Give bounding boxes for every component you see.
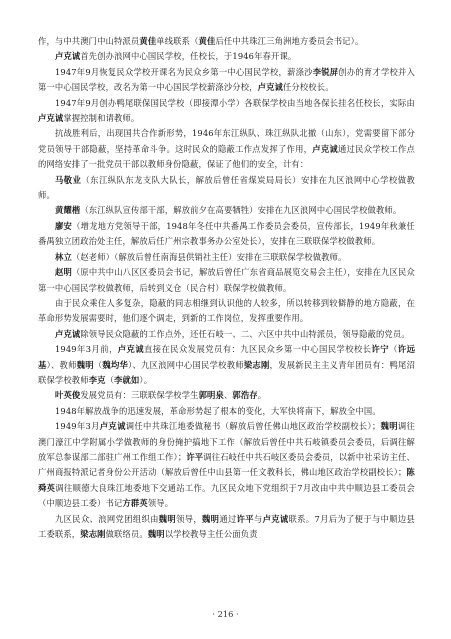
emphasized-name: 卢克诚 [262,513,289,524]
emphasized-name: 魏明 [76,359,94,370]
paragraph [38,265,415,296]
paragraph [38,173,415,204]
text-run: 做联络员。 [105,529,148,539]
emphasized-name: 陈舜英 [38,467,415,493]
text-run: （ [93,359,103,370]
paragraph [38,65,415,96]
text-run: 掌握控制和请教师。 [63,113,140,124]
emphasized-name: 赵明 [55,267,72,278]
emphasized-name: 卢克诚 [99,421,126,432]
text-run: （ [105,374,115,385]
emphasized-name: 黄佳 [139,36,157,46]
text-run: 调往澳门濠江中学附属小学做教师的身份掩护搞地下工作（解放后曾任中共石岐镇委员会委员，后调往解放军总参谋部二部驻广州工作组工作）； [38,421,415,462]
paragraph [38,49,415,64]
emphasized-name: 黄佳 [198,36,216,46]
text-run: 创办的育才学校并入第一中心国民学校，改名为第一中心国民学校薪涤沙分校， [38,66,416,93]
text-run: （增龙地方党领导干部，1948年冬任中共番禺工作委员会委员，宣传部长，1949年秋兼任番禺独立团政治处主任，解放后任广州宗教事务办公室处长），安排在三联联保学校做教师。 [38,220,415,247]
paragraph [38,512,415,543]
emphasized-name: 卢克诚 [55,51,81,62]
emphasized-name: 李就如 [114,374,140,385]
emphasized-name: 魏明 [158,513,177,524]
text-run: 与 [253,513,263,524]
text-run: 以学校教导主任公面负责 [164,529,258,539]
emphasized-name: 卢克诚 [312,143,338,154]
text-run: （东江纵队宣传部干部，解放前夕在高要牺牲）安排在九区浪网中心国民学校做教师。 [80,205,402,216]
text-run: （ [389,344,398,355]
emphasized-name: 廖安 [55,220,73,231]
text-run: 九区民众、浪网党团组织由 [55,513,159,524]
emphasized-name: 魏均华 [102,359,129,370]
text-run: ）。 [139,374,153,385]
paragraph [38,34,415,49]
text-run: 、 [223,390,233,401]
emphasized-name: 魏明 [380,421,398,432]
text-run: 发展党员有：三联联保学校学生 [80,390,199,401]
paragraph [38,327,415,342]
text-run: 联系。7月后为了便于与中顺边县工委联系， [38,513,415,539]
emphasized-name: 许平 [186,451,204,462]
text-run: 。 [257,390,267,401]
page-number: · 216 · [212,609,239,619]
emphasized-name: 许平 [236,513,254,524]
paragraph [38,126,415,172]
paragraph [38,219,415,250]
emphasized-name: 卢克诚 [117,344,145,355]
emphasized-name: 叶英俊 [55,390,81,401]
text-run: 1947年9月恢复民众学校开课名为民众乡第一中心国民学校，薪涤沙 [55,66,313,77]
text-run: 1949年3月前， [55,344,118,355]
paragraph [38,96,415,127]
paragraph [38,203,415,218]
emphasized-name: 魏明 [147,529,165,539]
text-run: 调任中共珠江地委做秘书（解放后曾任佛山地区政治学校副校长）； [125,421,381,432]
paragraph [38,404,415,419]
emphasized-name: 卢克诚 [257,82,283,93]
text-run: 1949年3月 [55,421,100,432]
emphasized-name: 梁志刚 [243,359,270,370]
text-run: 单线联系（ [156,36,199,46]
paragraph [38,250,415,265]
paragraph [38,419,415,511]
text-run: 直接在民众发展党员有：九区民众乡第一中心国民学校校长 [144,344,372,355]
emphasized-name: 林立 [55,251,72,262]
text-run: 后任中共珠江三角洲地方委员会书记）。 [215,36,364,46]
text-run: 领导， [176,513,203,524]
paragraph [38,342,415,388]
emphasized-name: 魏明 [202,513,220,524]
paragraph [38,296,415,327]
text-run: 领导。 [147,498,174,509]
emphasized-name: 方群英 [122,498,148,509]
text-run: 调往顺德大良珠江地委地下交通站工作。九区民众地下党组织于7月改由中共中顺边县工委员会（中顺边县工委）书记 [38,482,415,509]
text-run: ）、九区浪网中心国民学校教师 [128,359,244,370]
text-run: 通过 [219,513,237,524]
paragraph [38,388,415,403]
text-run: （原中共中山八区区委员会书记，解放后曾任广东省商品展览交易会主任），安排在九区民众第一中心国民学校做教师，后转到义仓（民合村）联保学校做教师。 [38,267,415,293]
emphasized-name: 卢克诚 [38,113,64,124]
text-run: 1947年9月创办鸭尾联保国民学校（即接潭小学）各联保学校由当地各保长挂名任校长，实际由 [55,97,415,108]
emphasized-name: 李锐屏 [312,66,339,77]
text-run: ，发展新民主主义青年团员有：鸭尾沼联保学校教师 [38,359,416,385]
emphasized-name: 梁志刚 [80,529,106,539]
text-run: 调往石岐任中共石岐区委员会委员，以新中社采访主任、广州商报特派记者身份公开活动（解放后曾任中山县第一任文教科长，佛山地区政治学校副校长）； [38,451,415,478]
emphasized-name: 郭明泉 [198,390,224,401]
emphasized-name: 卢克诚 [55,328,81,339]
emphasized-name: 马敬业 [55,174,82,185]
text-run: ）、教师 [46,359,77,370]
text-run: 抗战胜利后，出现国共合作新形势，1946年东江纵队、珠江纵队北撤（山东），党需要留下部分党员领导干部隐蔽，坚持革命斗争。这时民众的隐蔽工作点发挥了作用， [38,128,415,154]
emphasized-name: 黄耀楷 [55,205,81,216]
text-run: 任分校校长。 [282,82,334,93]
text-run: 作，与中共澳门中山特派员 [38,36,140,46]
body-text [38,34,415,542]
emphasized-name: 李克 [88,374,106,385]
text-run: （赵老师）（解放后曾任南海县供销社主任）安排在三联联保学校做教师。 [71,251,347,262]
text-run: 1948年解放战争的迅速发展，革命形势起了根本的变化，大军快将南下，解放全中国。 [55,405,381,416]
text-run: 首先创办浪网中心国民学校，任校长，于1946年春开课。 [80,51,297,62]
text-run: 由于民众乘住人多复杂，隐蔽的同志相继到认识他的人较多，所以转移到较僻静的地方隐蔽，在革命形势发展需要时，他们逐个调走，到新的工作岗位，发挥重要作用。 [38,297,415,324]
text-run: 通过民众学校工作点的网络安排了一批党员干部以教师身份隐蔽，保证了他们的安全，计有： [38,143,415,170]
emphasized-name: 许远基 [38,344,416,370]
emphasized-name: 郭浩存 [232,390,258,401]
text-run: （东江纵队东龙支队大队长，解放后曾任省煤炭局局长）安排在九区浪网中心学校做教师。 [38,174,415,201]
emphasized-name: 许宁 [371,344,390,355]
text-run: 除领导民众隐蔽的工作点外，还任石岐一、二、六区中共中山特派员，领导隐蔽的党员。 [80,328,410,339]
